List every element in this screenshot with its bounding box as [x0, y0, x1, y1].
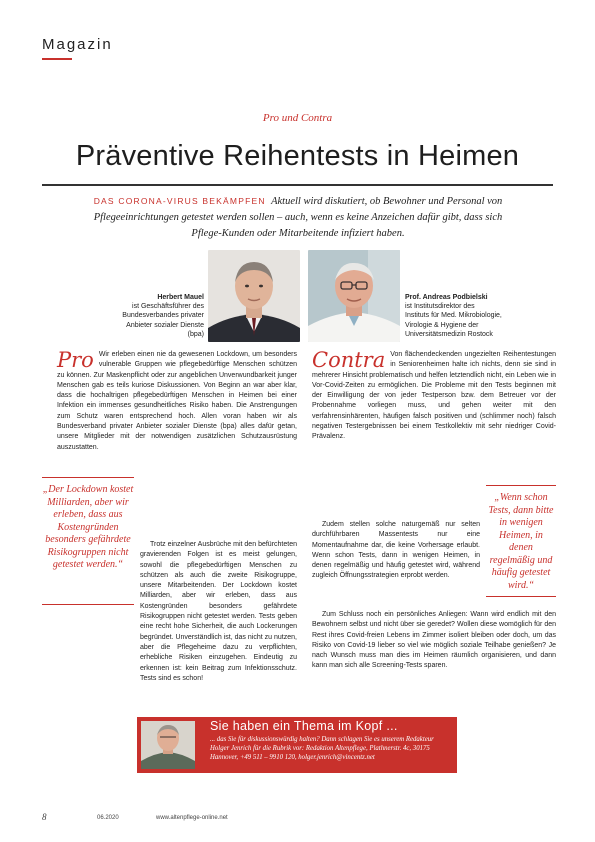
contra-author-role-4: Universitätsmedizin Rostock — [405, 330, 493, 338]
intro-kicker: DAS CORONA-VIRUS BEKÄMPFEN — [93, 196, 266, 206]
pro-portrait-image — [208, 250, 300, 342]
pro-author-role-3: Anbieter sozialer Dienste — [126, 321, 204, 329]
pro-column-lower — [140, 540, 297, 684]
website-link[interactable]: www.altenpflege-online.net — [156, 815, 228, 821]
contra-pull-quote-box — [486, 485, 556, 597]
pro-author-role-1: ist Geschäftsführer des — [132, 303, 204, 311]
contra-paragraph-2: Zudem stellen solche naturgemäß nur selten durchführbaren Massentests nur eine Momentaufnahme dar, die keine Vorhersage erlaubt. Wenn schon Tests, dann in wenigen Heimen, in denen regelmäßig und häufig getestet wird, während zugleich Öffnungsstrategien erprobt werden. — [312, 521, 480, 580]
contra-author-name: Prof. Andreas Podbielski — [405, 294, 488, 301]
article-kicker: Pro und Contra — [262, 112, 333, 124]
pro-author-caption — [108, 293, 204, 339]
contra-column — [312, 350, 556, 443]
article-headline: Präventive Reihentests in Heimen — [75, 140, 520, 172]
contra-pull-quote: „Wenn schon Tests, dann bitte in wenigen Heimen, in denen regelmäßig und häufig getestet wird.“ — [488, 492, 554, 591]
contra-label: Contra — [312, 348, 386, 372]
contra-paragraph-1: Von flächendeckenden ungezielten Reihentestungen in Seniorenheimen halte ich nichts, denn sie sind in mehrerer Hinsicht problematisch und helfen letztendlich nicht, ein Leben wie in Vor-Covid-Zeiten zu ermöglichen. Die Probleme mit den Tests beginnen mit der Einwilligung der von jeder Testperson bzw. dem Betreuer vor der Probennahme vorliegen muss, und gehen weiter mit den verfahrensinhärenten, häufigen falsch positiven und (schlimmer noch) falsch negativen Testergebnissen bei einem Testkollektiv mit sehr niedriger Covid-Prävalenz. — [312, 351, 556, 441]
pro-label: Pro — [57, 348, 94, 372]
contra-author-role-2: Instituts für Med. Mikrobiologie, — [405, 312, 502, 320]
contra-author-role-3: Virologie & Hygiene der — [405, 321, 479, 329]
contra-author-caption — [405, 293, 535, 339]
contra-author-role-1: ist Institutsdirektor des — [405, 303, 475, 311]
contra-paragraph-3: Zum Schluss noch ein persönliches Anliegen: Wann wird endlich mit den Bewohnern selbst und nicht über sie geredet? Wollen diese womöglich für den Rest ihres Covid-freien Lebens im Zimmer isoliert bleiben oder doch, um das Risiko von Covid-19 lieber so viel wie möglich soziale Teilhabe genießen? Je nach Wunsch muss man dies im Heimen räumlich organisieren, und dann kann man sich alle Screening-Tests sparen. — [312, 611, 556, 670]
contra-author-photo — [308, 250, 400, 342]
article-intro — [82, 193, 514, 242]
pro-author-photo — [208, 250, 300, 342]
editor-photo — [141, 721, 195, 769]
headline-rule — [42, 184, 553, 186]
pro-author-role-2: Bundesverbandes privater — [122, 312, 204, 320]
contact-title: Sie haben ein Thema im Kopf ... — [210, 719, 398, 733]
contra-column-mid — [312, 520, 480, 582]
section-rule — [42, 58, 72, 60]
issue-date: 06.2020 — [97, 815, 119, 821]
editor-portrait-image — [141, 721, 195, 769]
contra-column-lower — [312, 610, 556, 672]
section-label: Magazin — [42, 36, 113, 53]
pro-paragraph-1-text: Wir erleben einen nie da gewesenen Lockdown, um besonders vulnerable Gruppen wie pflegebedürftige Menschen schützen zu können. Zur Maskenpflicht oder zur angeblichen Unverwundbarkeit junger Menschen gab es teils kuriose Diskussionen. Von Beginn an war aber klar, dass die hochaltrigen pflegebedürftigen Menschen in Heimen bei einer Infektion ein immenses gesundheitliches Risiko haben. Die Anstrengungen zum Schutz waren entsprechend hoch. Allen voran haben wir als Bundesverband privater Anbieter sozialer Dienste (bpa) alles dafür getan, unsere Mitglieder mit der notwendigen zusätzlichen Schutzausrüstung auszustatten. — [57, 351, 297, 451]
pro-paragraph-2: Trotz einzelner Ausbrüche mit den befürchteten gravierenden Folgen ist es meist gelungen, sowohl die pflegebedürftigen Menschen zu schützen als auch die zweite Risikogruppe, unsere Mitarbeitenden. Der Lockdown kostet Milliarden, aber wir erleben, dass aus Kostengründen besonders gefährdete Risikogruppen nicht getestet werden. Tests geben eine recht hohe Sicherheit, die auch Lockerungen begründet. Unverständlich ist, das nicht zu nutzen, aber die Pflegeheime dazu zu verpflichten, erhebliche Risiken einzugehen. Eindeutig zu erkennen ist: kein Beitrag zum Infektionsschutz. Tests sind es schon! — [140, 541, 297, 682]
pro-pull-quote-box — [42, 477, 134, 605]
contact-text: ... das Sie für diskussionswürdig halten? Dann schlagen Sie es unserem Redakteur Holger Jenrich für die Rubrik vor: Redaktion Altenpflege, Plathnerstr. 4c, 30175 Hannover, +49 511 – 9910 120, holger.jenrich@vincentz.net — [210, 736, 434, 761]
pro-author-name: Herbert Mauel — [157, 294, 204, 301]
pro-author-role-4: (bpa) — [187, 330, 204, 338]
pro-pull-quote: „Der Lockdown kostet Milliarden, aber wir erleben, dass aus Kostengründen besonders gefährdete Risikogruppen nicht getestet werden.“ — [42, 484, 134, 570]
page-number: 8 — [42, 812, 47, 822]
intro-text: Aktuell wird diskutiert, ob Bewohner und Personal von Pflegeeinrichtungen getestet werden sollen – auch, wenn es keine Anzeichen dafür gibt, dass sich Pflege-Kunden oder Mitarbeitende infiziert haben. — [93, 196, 503, 239]
pro-column — [57, 350, 297, 453]
contra-portrait-image — [308, 250, 400, 342]
